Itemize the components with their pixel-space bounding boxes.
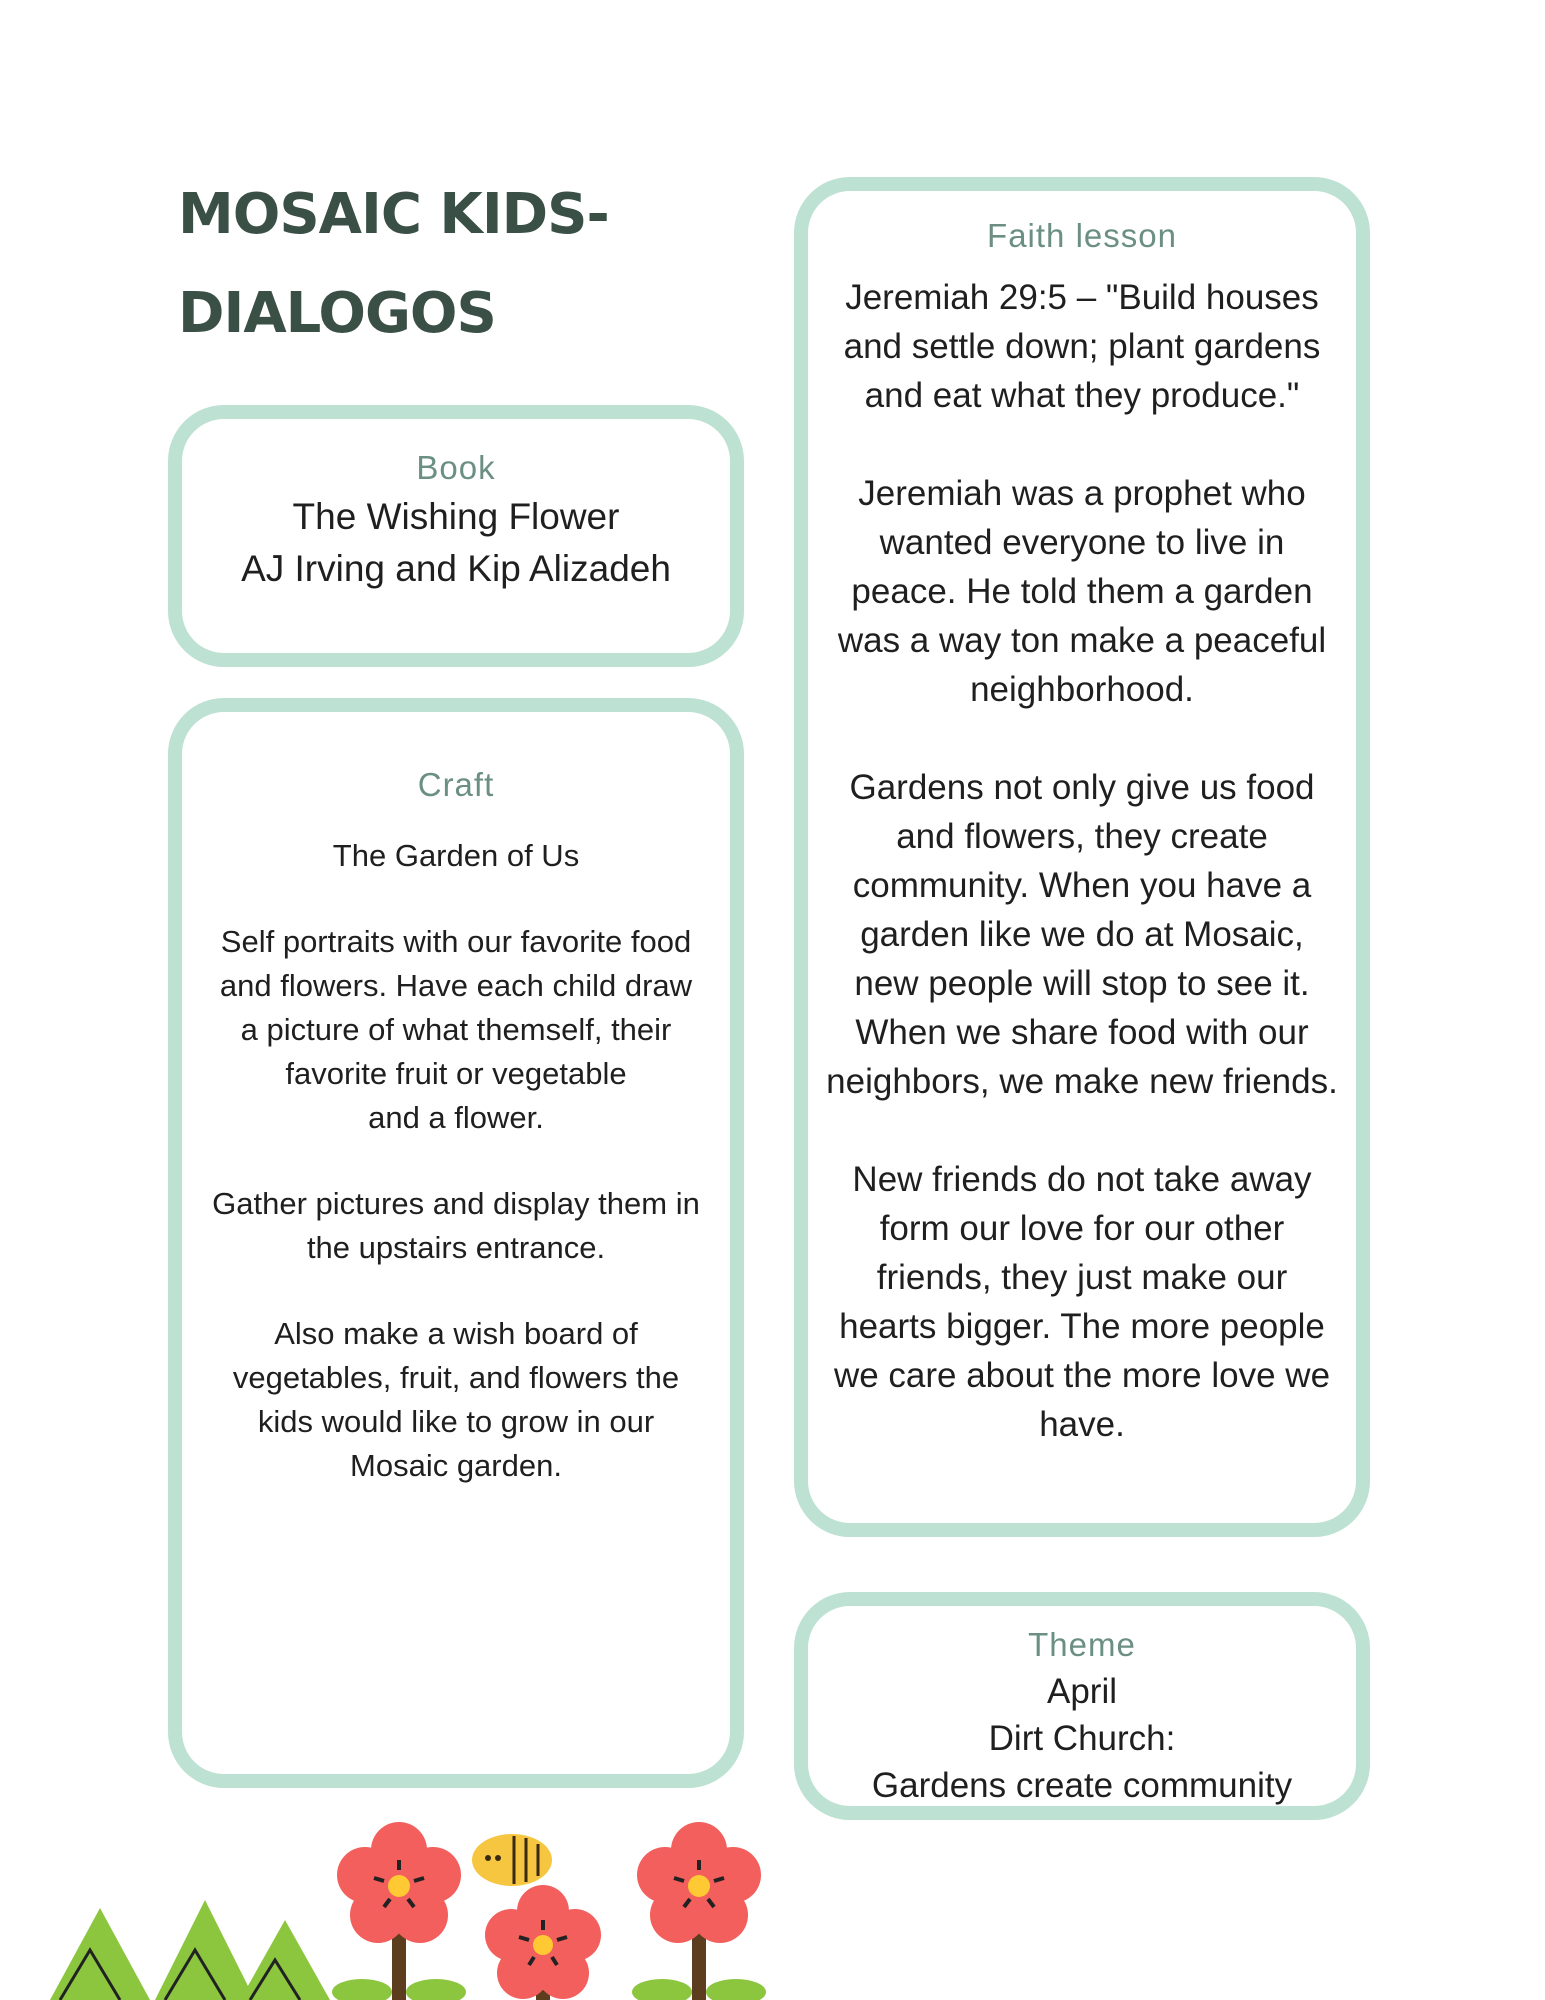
- craft-paragraph: Gather pictures and display them in the upstairs entrance.: [212, 1186, 700, 1265]
- theme-event: Dirt Church:: [988, 1719, 1176, 1758]
- flower-icon: [337, 1822, 461, 1943]
- theme-month: April: [1046, 1672, 1118, 1711]
- flower-icon: [637, 1822, 761, 1943]
- garden-illustration: [0, 1800, 800, 2000]
- hill-icon: [50, 1900, 330, 2000]
- book-label: Book: [416, 449, 496, 486]
- craft-paragraph: Self portraits with our favorite food and flowers. Have each child draw a picture of what themself, their favorite fruit or vegetable and a flower.: [219, 924, 693, 1135]
- craft-label: Craft: [417, 766, 495, 803]
- book-title: The Wishing Flower: [292, 496, 620, 537]
- bee-icon: [472, 1834, 552, 1886]
- book-card: [168, 405, 744, 667]
- craft-paragraph: Also make a wish board of vegetables, fruit, and flowers the kids would like to grow in our Mosaic garden.: [232, 1316, 680, 1483]
- faith-paragraph: Gardens not only give us food and flowers, they create community. When you have a garden like we do at Mosaic, new people will stop to see it. When we share food with our neighbors, we make new friends.: [826, 768, 1338, 1101]
- book-authors: AJ Irving and Kip Alizadeh: [241, 548, 671, 589]
- craft-card: [168, 698, 744, 1788]
- flower-icon: [485, 1885, 601, 1999]
- faith-paragraph: New friends do not take away form our love for our other friends, they just make our hearts bigger. The more people we care about the more love we have.: [833, 1160, 1331, 1444]
- page-title: MOSAIC KIDS- DIALOGOS: [178, 182, 609, 346]
- theme-label: Theme: [1028, 1626, 1136, 1663]
- faith-lesson-label: Faith lesson: [987, 217, 1177, 254]
- theme-card: [794, 1592, 1370, 1820]
- scripture-quote: Jeremiah 29:5 – "Build houses and settle down; plant gardens and eat what they produce.": [843, 278, 1321, 415]
- craft-title: The Garden of Us: [332, 838, 580, 873]
- theme-topic: Gardens create community: [871, 1766, 1293, 1805]
- faith-lesson-card: [794, 177, 1370, 1537]
- faith-paragraph: Jeremiah was a prophet who wanted everyone to live in peace. He told them a garden was a way ton make a peaceful neighborhood.: [837, 474, 1327, 709]
